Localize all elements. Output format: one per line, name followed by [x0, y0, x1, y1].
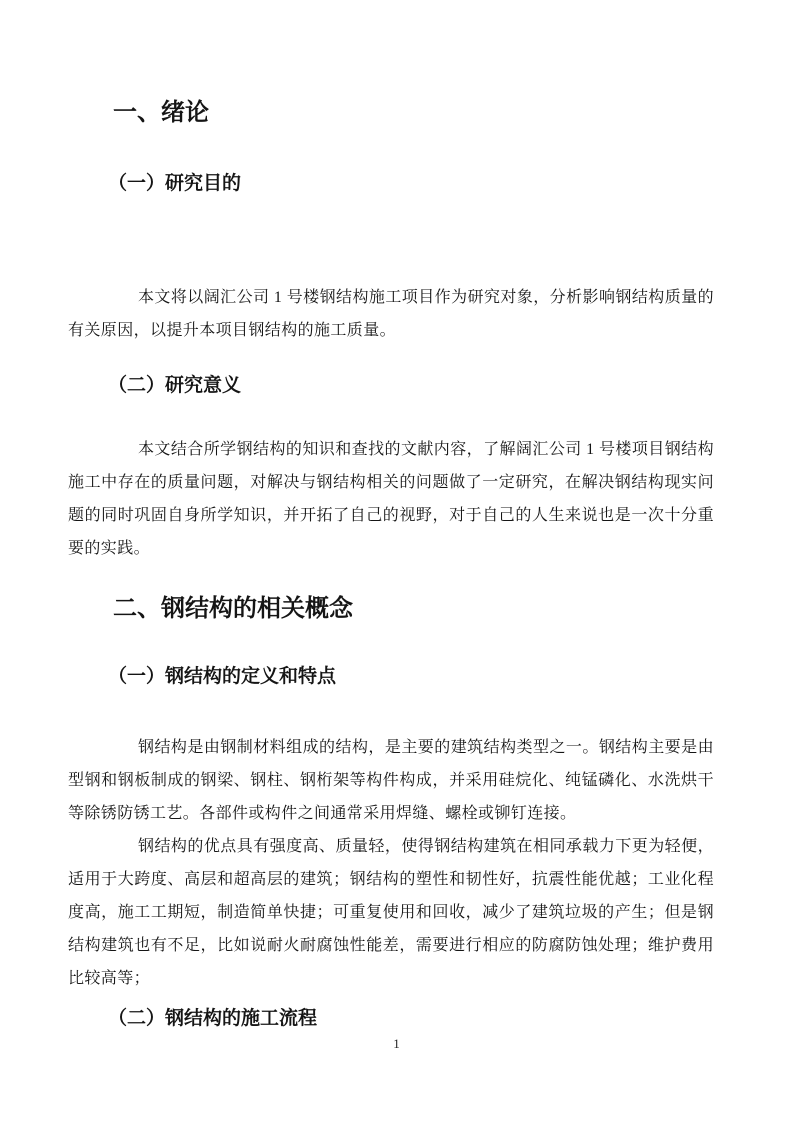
heading-section-research-purpose: （一）研究目的 — [108, 173, 242, 194]
paragraph-steel-structure-definition: 钢结构是由钢制材料组成的结构，是主要的建筑结构类型之一。钢结构主要是由型钢和钢板制成的钢梁、钢柱、钢桁架等构件构成，并采用硅烷化、纯锰磷化、水洗烘干等除锈防锈工艺。各部件或构件之间通常采用焊缝、螺栓或铆钉连接。 — [68, 739, 714, 822]
heading-section-construction-process: （二）钢结构的施工流程 — [108, 1008, 318, 1029]
paragraph-advantages-disadvantages: 钢结构的优点具有强度高、质量轻，使得钢结构建筑在相同承载力下更为轻便，适用于大跨度、高层和超高层的建筑；钢结构的塑性和韧性好，抗震性能优越；工业化程度高，施工工期短，制造简单快捷；可重复使用和回收，减少了建筑垃圾的产生；但是钢结构建筑也有不足，比如说耐火耐腐蚀性能差，需要进行相应的防腐防蚀处理；维护费用比较高等； — [68, 838, 714, 987]
heading-chapter-2: 二、钢结构的相关概念 — [113, 595, 353, 622]
paragraph-research-purpose: 本文将以阔汇公司 1 号楼钢结构施工项目作为研究对象，分析影响钢结构质量的有关原因，以提升本项目钢结构的施工质量。 — [68, 289, 714, 339]
paragraph-research-significance: 本文结合所学钢结构的知识和查找的文献内容，了解阔汇公司 1 号楼项目钢结构施工中存在的质量问题，对解决与钢结构相关的问题做了一定研究，在解决钢结构现实问题的同时巩固自身所学知识，并开拓了自己的视野，对于自己的人生来说也是一次十分重要的实践。 — [68, 441, 714, 557]
page-number: 1 — [393, 1036, 400, 1051]
heading-chapter-1: 一、绪论 — [113, 99, 209, 126]
heading-section-definition-and-features: （一）钢结构的定义和特点 — [108, 666, 337, 687]
heading-section-research-significance: （二）研究意义 — [108, 375, 242, 396]
